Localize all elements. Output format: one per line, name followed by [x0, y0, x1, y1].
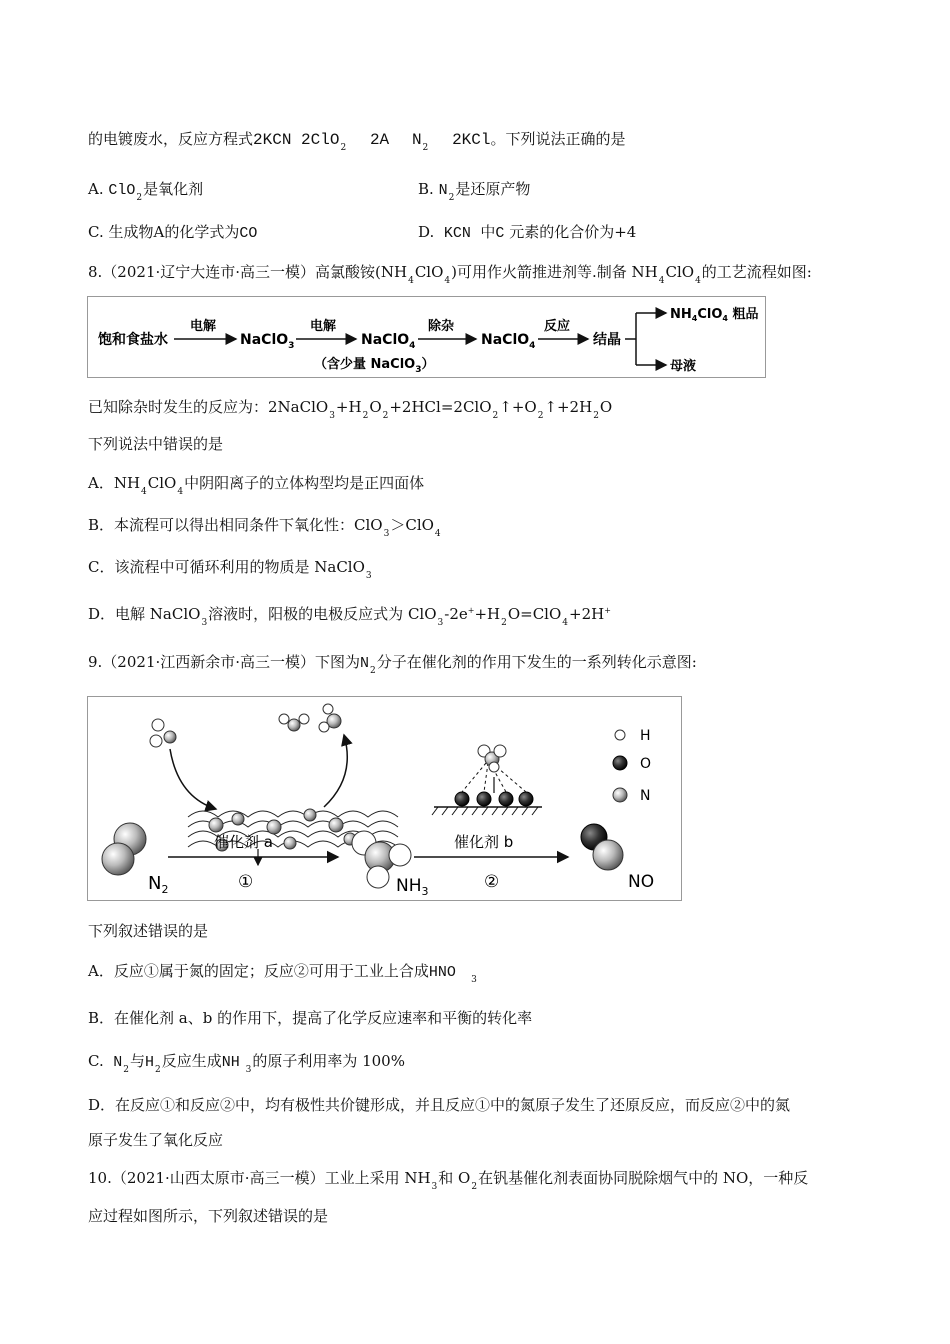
- q10-stem-line2: 应过程如图所示，下列叙述错误的是: [88, 1207, 329, 1225]
- svg-text:N: N: [640, 788, 651, 804]
- q8-question: 下列说法中错误的是: [88, 435, 224, 453]
- step2-label: ②: [484, 872, 500, 892]
- flow-arrow3-label: 除杂: [428, 319, 455, 334]
- q8-option-d: D．电解 NaClO$_3$溶液时，阳极的电极反应式为 $ClO_3-2e^++H_2O=ClO_4+2H^+$: [88, 605, 611, 628]
- flow-output-crude: $NH_4ClO_4$ 粗品: [670, 307, 759, 323]
- flow-product3: NaClO$_4$: [481, 332, 536, 351]
- q9-option-d-line1: D．在反应①和反应②中，均有极性共价键形成，并且反应①中的氮原子发生了还原反应，而反应②中的氮: [88, 1096, 791, 1114]
- catalyst-b-surface: [432, 745, 542, 815]
- q9-conversion-diagram: [87, 696, 682, 901]
- flow-arrow4-label: 反应: [544, 319, 571, 334]
- q7-option-b: B. $N_2$是还原产物: [418, 180, 531, 203]
- n2-molecule: [102, 823, 146, 875]
- flow-product2-note: （含少量 NaClO$_3$）: [314, 357, 435, 375]
- flow-arrow2-label: 电解: [310, 319, 337, 334]
- legend: [613, 728, 651, 804]
- flow-start: 饱和食盐水: [98, 332, 168, 348]
- flow-product2: NaClO$_4$: [361, 332, 416, 351]
- n2-label: $N_2$: [148, 873, 169, 896]
- q9-option-b: B．在催化剂 a、b 的作用下，提高了化学反应速率和平衡的转化率: [88, 1009, 533, 1027]
- flow-output-mother-liquor: 母液: [670, 359, 697, 374]
- q7-option-d: D. KCN 中C 元素的化合价为+4: [418, 223, 637, 242]
- step1-label: ①: [238, 872, 254, 892]
- q7-stem: 的电镀废水，反应方程式2KCN 2ClO$_2$ 2A $N_2$ 2KCl。下列说法正确的是: [88, 130, 626, 153]
- q8-option-a: A．$NH_4ClO_4$中阴阳离子的立体构型均是正四面体: [88, 474, 425, 497]
- no-molecule: [581, 824, 623, 870]
- outgoing-molecules: [279, 704, 341, 732]
- catalyst-b-label: 催化剂 b: [454, 833, 514, 851]
- q9-question: 下列叙述错误的是: [88, 922, 209, 940]
- catalyst-a-label: 催化剂 a: [214, 833, 273, 851]
- q10-stem-line1: 10.（2021·山西太原市·高三一模）工业上采用 $NH_3$和 $O_2$在钒基催化剂表面协同脱除烟气中的 NO，一种反: [88, 1169, 809, 1192]
- q8-known-reaction: 已知除杂时发生的反应为：$2NaClO_3+H_2O_2+2HCl=2ClO_2↑+O_2↑+2H_2O$: [88, 398, 613, 421]
- flow-product1: NaClO$_3$: [240, 332, 295, 351]
- q8-process-flow-figure: [87, 296, 766, 378]
- svg-text:O: O: [640, 756, 652, 772]
- flow-step-crystallize: 结晶: [593, 332, 621, 348]
- q9-option-a: A．反应①属于氮的固定；反应②可用于工业上合成HNO $_3$: [88, 962, 477, 985]
- q7-option-c: C. 生成物A的化学式为CO: [88, 223, 258, 242]
- nh3-label: $NH_3$: [396, 876, 429, 898]
- flow-arrow1-label: 电解: [190, 319, 217, 334]
- q8-stem: 8.（2021·辽宁大连市·高三一模）高氯酸铵$(NH_4ClO_4)$可用作火箭推进剂等.制备 $NH_4ClO_4$的工艺流程如图:: [88, 263, 812, 286]
- q9-stem: 9.（2021·江西新余市·高三一模）下图为$N_2$分子在催化剂的作用下发生的一系列转化示意图:: [88, 653, 697, 676]
- q9-option-c: C. $N_2$与$H_2$反应生成NH $_3$的原子利用率为 100%: [88, 1052, 405, 1075]
- no-label: NO: [628, 872, 655, 892]
- incoming-molecule: [150, 719, 176, 747]
- q7-option-a: A. ClO$_2$是氧化剂: [88, 180, 204, 203]
- svg-text:H: H: [640, 728, 651, 744]
- q8-option-c: C．该流程中可循环利用的物质是 NaClO$_3$: [88, 558, 372, 581]
- q8-option-b: B．本流程可以得出相同条件下氧化性：ClO$_3$＞ClO$_4$: [88, 516, 441, 539]
- q9-option-d-line2: 原子发生了氧化反应: [88, 1131, 224, 1149]
